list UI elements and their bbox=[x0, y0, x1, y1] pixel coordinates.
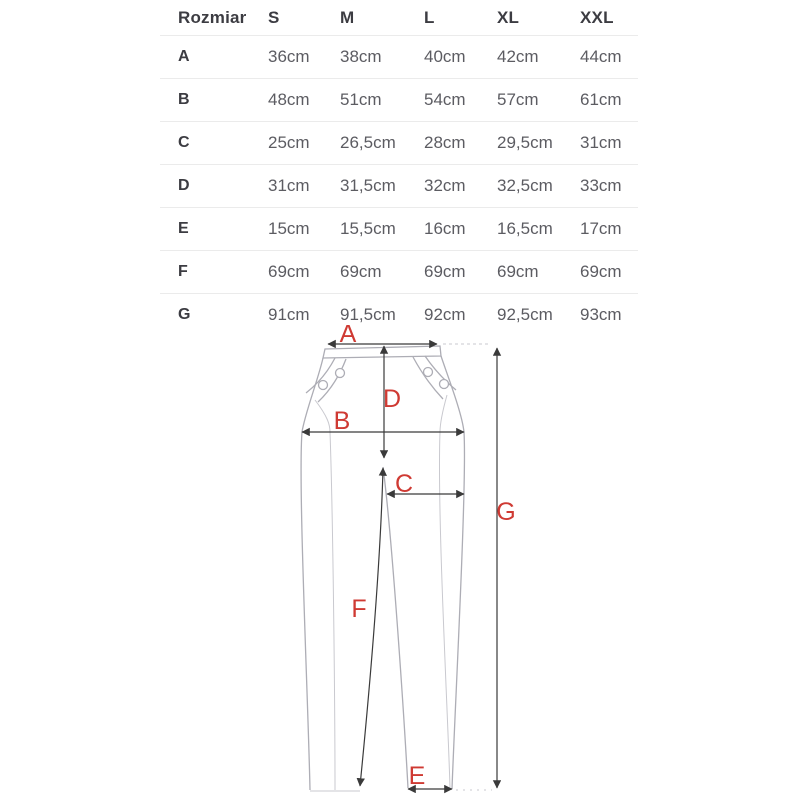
pocket-button bbox=[424, 368, 433, 377]
cell-value: 15cm bbox=[268, 219, 310, 238]
cell-value: 91cm bbox=[268, 305, 310, 324]
cell-value: 93cm bbox=[580, 305, 622, 324]
cell-value: 32,5cm bbox=[497, 176, 553, 195]
dim-label-C: C bbox=[394, 470, 414, 498]
cell-value: 25cm bbox=[268, 133, 310, 152]
row-label: E bbox=[178, 220, 189, 237]
cell-value: 69cm bbox=[580, 262, 622, 281]
cell-value: 16cm bbox=[424, 219, 466, 238]
table-row-B bbox=[160, 79, 638, 122]
cell-value: 92cm bbox=[424, 305, 466, 324]
cell-value: 15,5cm bbox=[340, 219, 396, 238]
pocket-button bbox=[440, 380, 449, 389]
cell-value: 51cm bbox=[340, 90, 382, 109]
cell-value: 91,5cm bbox=[340, 305, 396, 324]
right-inseam bbox=[383, 467, 408, 788]
cell-value: 69cm bbox=[340, 262, 382, 281]
header-cell-l: L bbox=[424, 7, 435, 27]
size-table bbox=[160, 0, 638, 336]
cell-value: 26,5cm bbox=[340, 133, 396, 152]
cell-value: 32cm bbox=[424, 176, 466, 195]
cell-value: 29,5cm bbox=[497, 133, 553, 152]
header-cell-s: S bbox=[268, 7, 280, 27]
table-row-D bbox=[160, 165, 638, 208]
cell-value: 69cm bbox=[497, 262, 539, 281]
row-label: C bbox=[178, 134, 190, 151]
cell-value: 54cm bbox=[424, 90, 466, 109]
cell-value: 16,5cm bbox=[497, 219, 553, 238]
cell-value: 38cm bbox=[340, 47, 382, 66]
row-label: D bbox=[178, 177, 190, 194]
header-cell-xl: XL bbox=[497, 7, 520, 27]
table-row-E bbox=[160, 208, 638, 251]
dim-label-F: F bbox=[351, 595, 367, 623]
pocket-button bbox=[336, 369, 345, 378]
cell-value: 31,5cm bbox=[340, 176, 396, 195]
cell-value: 69cm bbox=[268, 262, 310, 281]
table-row-F bbox=[160, 251, 638, 294]
header-cell-rozmiar: Rozmiar bbox=[178, 7, 247, 27]
right-pocket-arc bbox=[413, 357, 443, 399]
cell-value: 48cm bbox=[268, 90, 310, 109]
cell-value: 31cm bbox=[580, 133, 622, 152]
dim-label-D: D bbox=[382, 385, 402, 413]
cell-value: 61cm bbox=[580, 90, 622, 109]
table-header-row bbox=[160, 0, 638, 36]
cell-value: 42cm bbox=[497, 47, 539, 66]
table-row-C bbox=[160, 122, 638, 165]
row-label: F bbox=[178, 263, 188, 280]
row-label: B bbox=[178, 91, 190, 108]
left-crease-line bbox=[315, 400, 335, 790]
dim-label-E: E bbox=[408, 762, 426, 790]
dim-label-G: G bbox=[496, 498, 516, 526]
pants-measurement-diagram bbox=[280, 325, 540, 800]
cell-value: 31cm bbox=[268, 176, 310, 195]
cell-value: 33cm bbox=[580, 176, 622, 195]
cell-value: 69cm bbox=[424, 262, 466, 281]
right-crease-line bbox=[439, 395, 450, 788]
table-row-A bbox=[160, 36, 638, 79]
cell-value: 17cm bbox=[580, 219, 622, 238]
cell-value: 36cm bbox=[268, 47, 310, 66]
dim-label-A: A bbox=[339, 325, 357, 348]
header-cell-m: M bbox=[340, 7, 355, 27]
header-cell-xxl: XXL bbox=[580, 7, 614, 27]
pocket-button bbox=[319, 381, 328, 390]
dim-label-B: B bbox=[333, 407, 351, 435]
left-outer-seam bbox=[301, 358, 323, 790]
cell-value: 57cm bbox=[497, 90, 539, 109]
dim-line-F bbox=[360, 468, 383, 786]
row-label: A bbox=[178, 48, 190, 65]
cell-value: 40cm bbox=[424, 47, 466, 66]
cell-value: 92,5cm bbox=[497, 305, 553, 324]
right-outer-seam bbox=[441, 356, 464, 789]
row-label: G bbox=[178, 306, 191, 323]
cell-value: 28cm bbox=[424, 133, 466, 152]
cell-value: 44cm bbox=[580, 47, 622, 66]
